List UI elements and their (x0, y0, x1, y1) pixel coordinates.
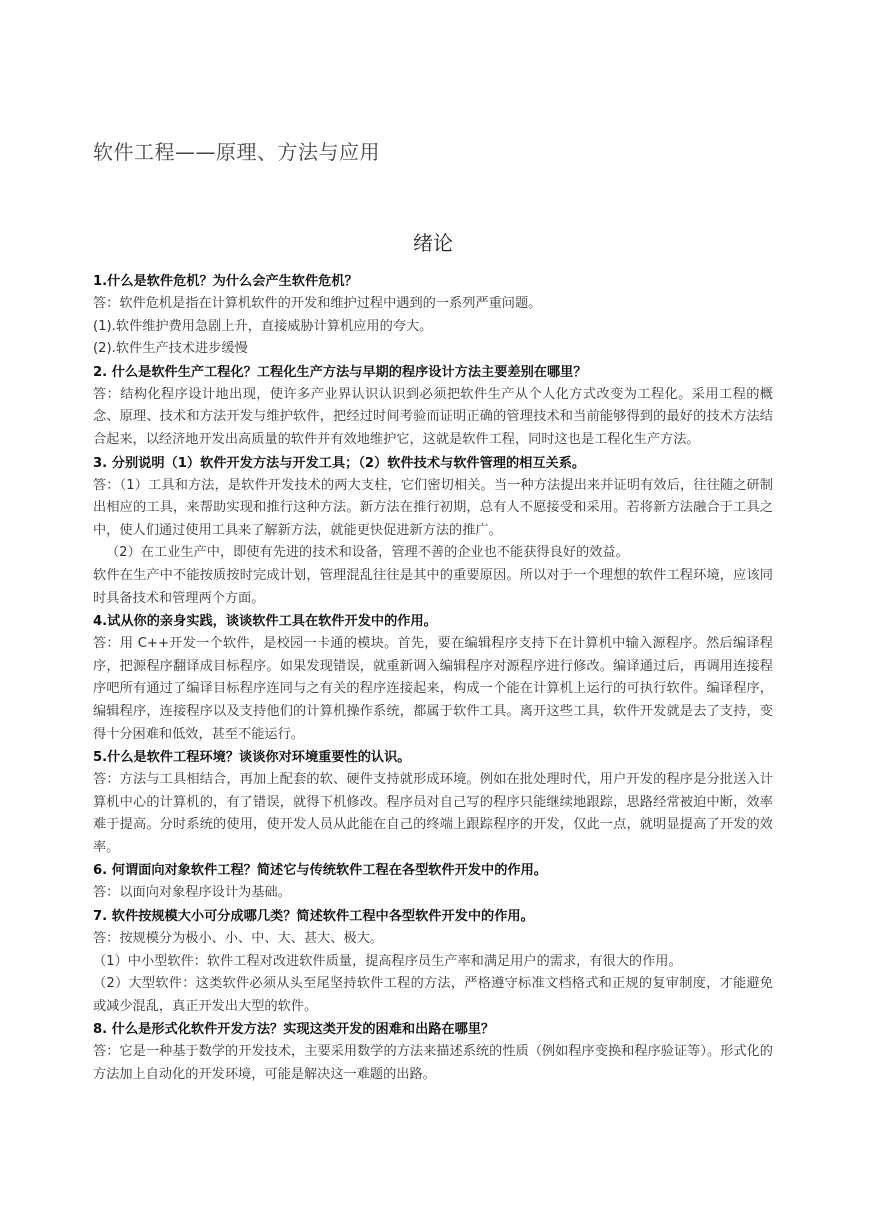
document-body (93, 271, 773, 1087)
answer-7-paragraph-3: （2）大型软件：这类软件必须从头至尾坚持软件工程的方法，严格遵守标准文档格式和正规的复审制度，才能避免或减少混乱，真正开发出大型的软件。 (93, 976, 773, 1014)
document-title: 软件工程——原理、方法与应用 (93, 140, 380, 164)
question-8: 8. 什么是形式化软件开发方法？实现这类开发的困难和出路在哪里？ (93, 1022, 495, 1038)
answer-6-paragraph-1: 答：以面向对象程序设计为基础。 (93, 885, 291, 901)
question-2: 2. 什么是软件生产工程化？工程化生产方法与早期的程序设计方法主要差别在哪里？ (93, 364, 587, 380)
answer-8-paragraph-1: 答：它是一种基于数学的开发技术，主要采用数学的方法来描述系统的性质（例如程序变换和程序验证等）。形式化的方法加上自动化的开发环境，可能是解决这一难题的出路。 (93, 1044, 773, 1083)
answer-1-paragraph-1: 答：软件危机是指在计算机软件的开发和维护过程中遇到的一系列严重问题。 (93, 296, 542, 311)
answer-3-paragraph-2: （2）在工业生产中，即使有先进的技术和设备，管理不善的企业也不能获得良好的效益。 (106, 545, 629, 561)
question-4: 4.试从你的亲身实践，谈谈软件工具在软件开发中的作用。 (93, 614, 437, 630)
answer-3-paragraph-3: 软件在生产中不能按质按时完成计划，管理混乱往往是其中的重要原因。所以对于一个理想的软件工程环境，应该同时具备技术和管理两个方面。 (93, 567, 773, 606)
answer-1-paragraph-2: (1).软件维护费用急剧上升，直接威胁计算机应用的夸大。 (93, 318, 433, 334)
answer-3-paragraph-1: 答：（1）工具和方法，是软件开发技术的两大支柱，它们密切相关。当一种方法提出来并证明有效后，往往随之研制出相应的工具，来帮助实现和推行这种方法。新方法在推行初期，总有人不愿接受和采用。若将新方法融合于工具之中，使人们通过使用工具来了解新方法，就能更快促进新方法的推广。 (93, 477, 773, 538)
question-3: 3. 分别说明（1）软件开发方法与开发工具；（2）软件技术与软件管理的相互关系。 (93, 455, 586, 471)
answer-7-paragraph-2: （1）中小型软件：软件工程对改进软件质量，提高程序员生产率和满足用户的需求，有很大的作用。 (93, 953, 682, 969)
answer-7-paragraph-1: 答：按规模分为极小、小、中、大、甚大、极大。 (93, 931, 384, 947)
question-5: 5.什么是软件工程环境？谈谈你对环境重要性的认识。 (93, 750, 411, 766)
answer-4-paragraph-1: 答：用 C++开发一个软件，是校园一卡通的模块。首先，要在编辑程序支持下在计算机中输入源程序。然后编译程序，把源程序翻译成目标程序。如果发现错误，就重新调入编辑程序对源程序进行修改。编译通过后，再调用连接程序吧所有通过了编译目标程序连同与之有关的程序连接起来，构成一个能在计算机上运行的可执行软件。编译程序，编辑程序，连接程序以及支持他们的计算机操作系统，都属于软件工具。离开这些工具，软件开发就是去了支持，变得十分困难和低效，甚至不能运行。 (93, 636, 773, 742)
question-6: 6. 何谓面向对象软件工程？简述它与传统软件工程在各型软件开发中的作用。 (93, 863, 547, 879)
question-7: 7. 软件按规模大小可分成哪几类？简述软件工程中各型软件开发中的作用。 (93, 909, 534, 925)
chapter-title: 绪论 (413, 231, 453, 255)
answer-1-paragraph-3: (2).软件生产技术进步缓慢 (93, 341, 248, 357)
question-1: 1.什么是软件危机？为什么会产生软件危机？ (93, 274, 358, 289)
answer-5-paragraph-1: 答：方法与工具相结合，再加上配套的软、硬件支持就形成环境。例如在批处理时代，用户开发的程序是分批送入计算机中心的计算机的，有了错误，就得下机修改。程序员对自己写的程序只能继续地跟踪，思路经常被迫中断，效率难于提高。分时系统的使用，使开发人员从此能在自己的终端上跟踪程序的开发，仅此一点，就明显提高了开发的效率。 (93, 772, 773, 855)
answer-2-paragraph-1: 答：结构化程序设计地出现，使许多产业界认识认识到必须把软件生产从个人化方式改变为工程化。采用工程的概念、原理、技术和方法开发与维护软件，把经过时间考验而证明正确的管理技术和当前能够得到的最好的技术方法结合起来，以经济地开发出高质量的软件并有效地维护它，这就是软件工程，同时这也是工程化生产方法。 (93, 386, 773, 447)
